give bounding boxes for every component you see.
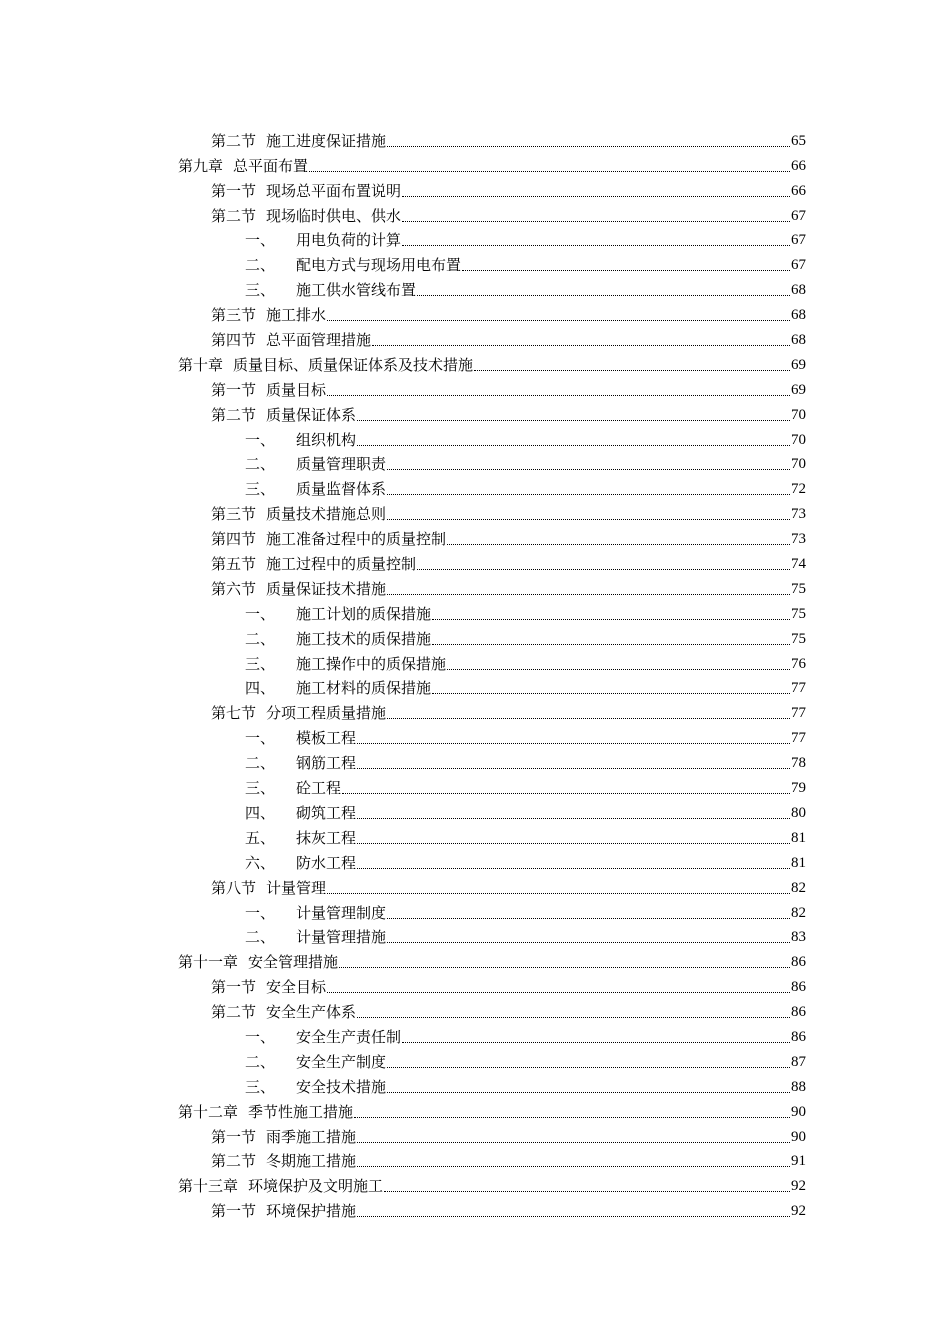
toc-dot-leader <box>357 868 790 869</box>
toc-entry-title: 现场总平面布置说明 <box>266 181 402 200</box>
toc-entry[interactable] <box>178 474 806 499</box>
toc-entry-title: 安全生产体系 <box>266 1003 357 1022</box>
toc-entry-title: 总平面管理措施 <box>266 331 372 350</box>
toc-entry-page-number: 88 <box>791 1078 806 1095</box>
toc-entry-title: 环境保护措施 <box>266 1202 357 1221</box>
toc-entry[interactable] <box>178 599 806 624</box>
toc-entry-title: 安全生产制度 <box>296 1052 387 1071</box>
toc-entry-page-number: 90 <box>791 1128 806 1145</box>
toc-dot-leader <box>357 420 790 421</box>
toc-entry-page-number: 66 <box>791 157 806 174</box>
toc-entry-number: 第二节 <box>211 131 257 150</box>
toc-entry-page-number: 79 <box>791 780 806 797</box>
toc-dot-leader <box>474 370 790 371</box>
toc-entry-title: 质量技术措施总则 <box>266 505 387 524</box>
toc-entry-page-number: 92 <box>791 1178 806 1195</box>
toc-entry-page-number: 78 <box>791 755 806 772</box>
toc-dot-leader <box>357 1166 790 1167</box>
toc-entry[interactable] <box>178 201 806 226</box>
toc-entry-number: 第十二章 <box>178 1102 239 1121</box>
toc-entry-page-number: 86 <box>791 979 806 996</box>
toc-entry-page-number: 77 <box>791 680 806 697</box>
toc-dot-leader <box>357 843 790 844</box>
toc-entry[interactable] <box>178 923 806 948</box>
toc-entry-page-number: 80 <box>791 804 806 821</box>
toc-entry-number: 三、 <box>245 779 276 798</box>
toc-entry-title: 配电方式与现场用电布置 <box>296 256 462 275</box>
toc-entry[interactable] <box>178 1022 806 1047</box>
toc-entry[interactable] <box>178 375 806 400</box>
toc-entry[interactable] <box>178 425 806 450</box>
toc-entry-title: 现场临时供电、供水 <box>266 206 402 225</box>
toc-entry-number: 第九章 <box>178 156 224 175</box>
toc-entry-number: 二、 <box>245 455 276 474</box>
toc-dot-leader <box>417 295 790 296</box>
toc-entry-number: 第十三章 <box>178 1177 239 1196</box>
toc-entry-title: 施工操作中的质保措施 <box>296 654 447 673</box>
toc-entry-page-number: 75 <box>791 580 806 597</box>
toc-dot-leader <box>327 320 790 321</box>
toc-entry-page-number: 68 <box>791 282 806 299</box>
toc-entry-number: 第六节 <box>211 579 257 598</box>
toc-entry-title: 冬期施工措施 <box>266 1152 357 1171</box>
toc-entry-number: 第五节 <box>211 555 257 574</box>
toc-entry-title: 施工计划的质保措施 <box>296 604 432 623</box>
toc-entry-number: 第二节 <box>211 405 257 424</box>
toc-entry-number: 第四节 <box>211 530 257 549</box>
toc-dot-leader <box>387 1092 790 1093</box>
toc-entry-page-number: 65 <box>791 132 806 149</box>
toc-dot-leader <box>357 768 790 769</box>
toc-entry-number: 第二节 <box>211 1152 257 1171</box>
toc-entry-number: 第四节 <box>211 331 257 350</box>
toc-entry-number: 三、 <box>245 480 276 499</box>
toc-entry[interactable] <box>178 723 806 748</box>
toc-entry[interactable] <box>178 823 806 848</box>
toc-dot-leader <box>327 992 790 993</box>
toc-entry-page-number: 81 <box>791 854 806 871</box>
toc-dot-leader <box>357 445 790 446</box>
toc-entry[interactable] <box>178 300 806 325</box>
toc-entry-page-number: 69 <box>791 381 806 398</box>
toc-entry[interactable] <box>178 126 806 151</box>
toc-entry[interactable] <box>178 524 806 549</box>
toc-entry[interactable] <box>178 499 806 524</box>
toc-dot-leader <box>372 345 790 346</box>
toc-entry[interactable] <box>178 400 806 425</box>
toc-entry-page-number: 77 <box>791 730 806 747</box>
toc-dot-leader <box>432 693 790 694</box>
toc-dot-leader <box>387 469 790 470</box>
toc-entry-page-number: 70 <box>791 456 806 473</box>
toc-entry[interactable] <box>178 947 806 972</box>
toc-dot-leader <box>402 1042 790 1043</box>
toc-entry[interactable] <box>178 798 806 823</box>
toc-entry[interactable] <box>178 773 806 798</box>
toc-entry-page-number: 68 <box>791 332 806 349</box>
toc-entry-number: 第一节 <box>211 380 257 399</box>
toc-dot-leader <box>357 1142 790 1143</box>
toc-entry-number: 第一节 <box>211 978 257 997</box>
toc-entry-number: 二、 <box>245 754 276 773</box>
toc-entry[interactable] <box>178 450 806 475</box>
toc-entry-page-number: 81 <box>791 829 806 846</box>
toc-entry-page-number: 86 <box>791 1028 806 1045</box>
toc-entry[interactable] <box>178 873 806 898</box>
toc-entry-title: 施工进度保证措施 <box>266 131 387 150</box>
toc-dot-leader <box>387 942 790 943</box>
toc-entry-number: 三、 <box>245 1077 276 1096</box>
toc-entry-page-number: 92 <box>791 1203 806 1220</box>
toc-dot-leader <box>354 1117 790 1118</box>
toc-entry-title: 组织机构 <box>296 430 357 449</box>
toc-entry[interactable] <box>178 176 806 201</box>
toc-dot-leader <box>447 544 790 545</box>
toc-entry-title: 质量管理职责 <box>296 455 387 474</box>
toc-entry[interactable] <box>178 226 806 251</box>
toc-entry-number: 六、 <box>245 853 276 872</box>
toc-entry-number: 二、 <box>245 1052 276 1071</box>
toc-entry[interactable] <box>178 350 806 375</box>
toc-entry-page-number: 70 <box>791 431 806 448</box>
toc-entry-page-number: 74 <box>791 556 806 573</box>
toc-entry-number: 三、 <box>245 281 276 300</box>
toc-entry-title: 季节性施工措施 <box>248 1102 354 1121</box>
toc-entry-title: 计量管理制度 <box>296 903 387 922</box>
toc-dot-leader <box>402 245 790 246</box>
toc-entry-page-number: 69 <box>791 356 806 373</box>
toc-entry-title: 计量管理 <box>266 878 327 897</box>
toc-entry-page-number: 82 <box>791 879 806 896</box>
toc-dot-leader <box>402 221 790 222</box>
toc-entry[interactable] <box>178 649 806 674</box>
toc-entry-title: 模板工程 <box>296 729 357 748</box>
toc-dot-leader <box>327 395 790 396</box>
toc-dot-leader <box>432 644 790 645</box>
toc-entry-number: 第二节 <box>211 1003 257 1022</box>
toc-entry-page-number: 73 <box>791 506 806 523</box>
toc-entry-number: 四、 <box>245 803 276 822</box>
toc-dot-leader <box>432 619 790 620</box>
toc-entry[interactable] <box>178 1147 806 1172</box>
toc-dot-leader <box>327 893 790 894</box>
toc-dot-leader <box>417 569 790 570</box>
toc-entry-page-number: 83 <box>791 929 806 946</box>
toc-entry-page-number: 70 <box>791 406 806 423</box>
toc-entry-page-number: 72 <box>791 481 806 498</box>
toc-dot-leader <box>342 793 790 794</box>
toc-entry[interactable] <box>178 674 806 699</box>
toc-entry-page-number: 82 <box>791 904 806 921</box>
toc-entry[interactable] <box>178 1072 806 1097</box>
toc-entry[interactable] <box>178 624 806 649</box>
toc-entry[interactable] <box>178 997 806 1022</box>
toc-entry-title: 施工技术的质保措施 <box>296 629 432 648</box>
toc-entry-number: 四、 <box>245 679 276 698</box>
toc-entry[interactable] <box>178 250 806 275</box>
toc-dot-leader <box>387 146 790 147</box>
toc-entry-number: 一、 <box>245 430 276 449</box>
toc-entry-title: 质量保证技术措施 <box>266 579 387 598</box>
toc-entry-number: 五、 <box>245 828 276 847</box>
toc-entry[interactable] <box>178 848 806 873</box>
toc-dot-leader <box>462 270 790 271</box>
toc-entry-title: 雨季施工措施 <box>266 1127 357 1146</box>
toc-entry-number: 第一节 <box>211 1127 257 1146</box>
toc-dot-leader <box>357 743 790 744</box>
toc-entry-title: 分项工程质量措施 <box>266 704 387 723</box>
toc-entry-page-number: 90 <box>791 1103 806 1120</box>
toc-entry-title: 施工材料的质保措施 <box>296 679 432 698</box>
toc-dot-leader <box>387 594 790 595</box>
toc-entry-title: 砌筑工程 <box>296 803 357 822</box>
toc-entry-number: 第二节 <box>211 206 257 225</box>
toc-entry[interactable] <box>178 574 806 599</box>
toc-entry-number: 一、 <box>245 903 276 922</box>
toc-entry-page-number: 77 <box>791 705 806 722</box>
toc-entry[interactable] <box>178 1122 806 1147</box>
toc-entry-title: 总平面布置 <box>233 156 309 175</box>
toc-entry-number: 三、 <box>245 654 276 673</box>
toc-dot-leader <box>357 818 790 819</box>
toc-entry-number: 第三节 <box>211 306 257 325</box>
toc-entry[interactable] <box>178 972 806 997</box>
toc-entry-title: 安全目标 <box>266 978 327 997</box>
toc-entry-title: 质量保证体系 <box>266 405 357 424</box>
toc-entry[interactable] <box>178 898 806 923</box>
toc-entry-number: 第八节 <box>211 878 257 897</box>
toc-entry-page-number: 86 <box>791 1004 806 1021</box>
toc-entry-title: 质量监督体系 <box>296 480 387 499</box>
toc-entry-page-number: 87 <box>791 1053 806 1070</box>
toc-entry-title: 安全技术措施 <box>296 1077 387 1096</box>
toc-dot-leader <box>339 967 790 968</box>
toc-entry-page-number: 86 <box>791 954 806 971</box>
toc-entry-page-number: 75 <box>791 630 806 647</box>
toc-entry[interactable] <box>178 325 806 350</box>
toc-dot-leader <box>357 1017 790 1018</box>
toc-entry-page-number: 73 <box>791 531 806 548</box>
toc-dot-leader <box>309 171 790 172</box>
toc-entry[interactable] <box>178 748 806 773</box>
toc-entry-number: 二、 <box>245 928 276 947</box>
toc-entry[interactable] <box>178 1097 806 1122</box>
toc-entry[interactable] <box>178 1196 806 1221</box>
toc-entry-page-number: 67 <box>791 232 806 249</box>
toc-entry-page-number: 91 <box>791 1153 806 1170</box>
toc-entry-title: 施工过程中的质量控制 <box>266 555 417 574</box>
toc-entry-page-number: 68 <box>791 307 806 324</box>
toc-entry-number: 第三节 <box>211 505 257 524</box>
toc-dot-leader <box>384 1191 790 1192</box>
toc-entry-title: 安全管理措施 <box>248 953 339 972</box>
toc-dot-leader <box>402 196 790 197</box>
toc-entry-page-number: 75 <box>791 605 806 622</box>
toc-entry-number: 一、 <box>245 729 276 748</box>
toc-entry-title: 计量管理措施 <box>296 928 387 947</box>
toc-entry-number: 第七节 <box>211 704 257 723</box>
toc-dot-leader <box>387 519 790 520</box>
toc-entry-title: 质量目标 <box>266 380 327 399</box>
toc-dot-leader <box>387 718 790 719</box>
toc-entry-page-number: 76 <box>791 655 806 672</box>
toc-dot-leader <box>447 669 790 670</box>
toc-entry[interactable] <box>178 1171 806 1196</box>
toc-entry-page-number: 67 <box>791 257 806 274</box>
toc-dot-leader <box>357 1216 790 1217</box>
toc-entry-number: 一、 <box>245 604 276 623</box>
toc-entry-title: 用电负荷的计算 <box>296 231 402 250</box>
toc-dot-leader <box>387 1067 790 1068</box>
toc-entry-page-number: 67 <box>791 207 806 224</box>
toc-entry-title: 环境保护及文明施工 <box>248 1177 384 1196</box>
toc-entry-title: 抹灰工程 <box>296 828 357 847</box>
toc-entry-number: 第一节 <box>211 181 257 200</box>
toc-entry[interactable] <box>178 698 806 723</box>
toc-entry-number: 二、 <box>245 256 276 275</box>
toc-entry-number: 第十章 <box>178 355 224 374</box>
toc-entry-title: 质量目标、质量保证体系及技术措施 <box>233 355 474 374</box>
toc-entry-title: 安全生产责任制 <box>296 1027 402 1046</box>
toc-entry-number: 第一节 <box>211 1202 257 1221</box>
toc-entry-number: 二、 <box>245 629 276 648</box>
toc-entry-number: 一、 <box>245 1027 276 1046</box>
table-of-contents <box>178 126 806 1221</box>
toc-entry-title: 施工排水 <box>266 306 327 325</box>
toc-entry-number: 第十一章 <box>178 953 239 972</box>
toc-entry-title: 施工准备过程中的质量控制 <box>266 530 447 549</box>
toc-entry[interactable] <box>178 1047 806 1072</box>
toc-entry-title: 砼工程 <box>296 779 342 798</box>
toc-entry[interactable] <box>178 275 806 300</box>
toc-entry[interactable] <box>178 549 806 574</box>
toc-dot-leader <box>387 918 790 919</box>
toc-entry-title: 防水工程 <box>296 853 357 872</box>
toc-dot-leader <box>387 494 790 495</box>
toc-entry-title: 钢筋工程 <box>296 754 357 773</box>
toc-entry[interactable] <box>178 151 806 176</box>
toc-entry-number: 一、 <box>245 231 276 250</box>
toc-entry-title: 施工供水管线布置 <box>296 281 417 300</box>
toc-entry-page-number: 66 <box>791 182 806 199</box>
